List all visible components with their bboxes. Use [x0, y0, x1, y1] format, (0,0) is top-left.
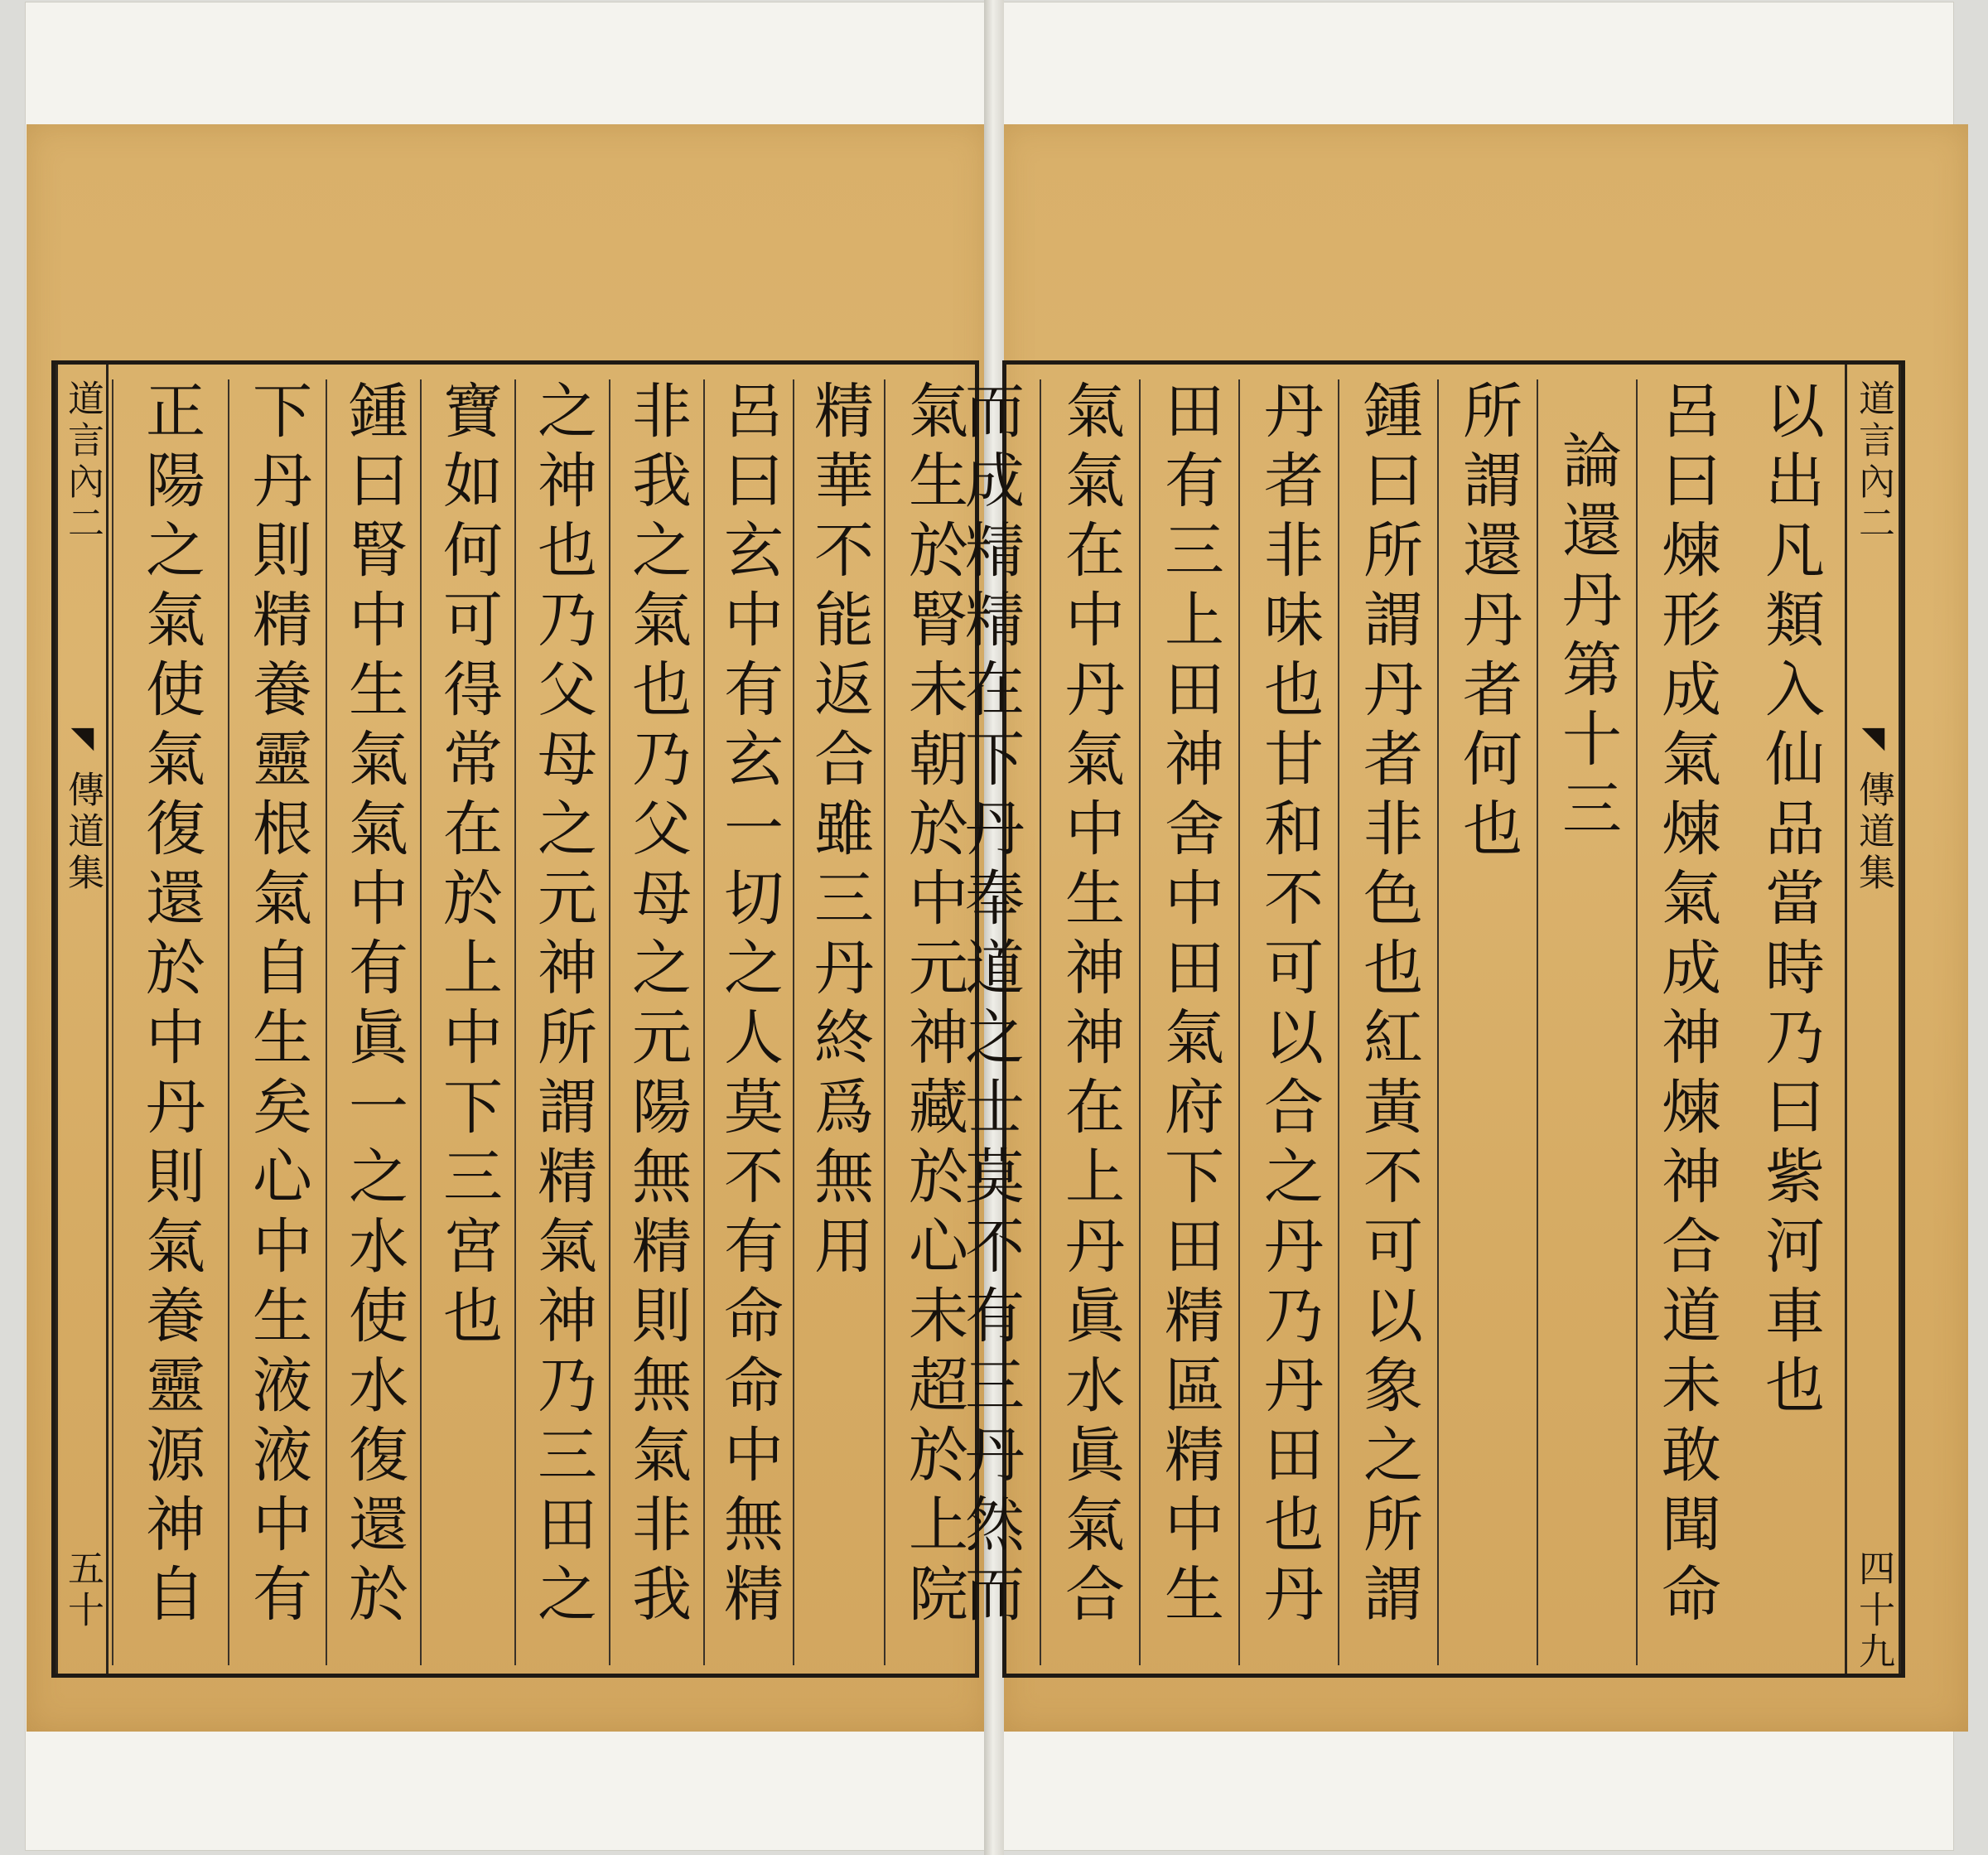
- text-column: 鍾曰腎中生氣氣中有眞一之水使水復還於: [339, 379, 408, 1632]
- text-column: 下丹則精養靈根氣自生矣心中生液液中有: [243, 379, 312, 1632]
- right-center-column: [1845, 365, 1901, 1674]
- text-column: 論還丹第十三: [1552, 429, 1622, 847]
- text-column: 以出凡類入仙品當時乃曰紫河車也: [1755, 379, 1825, 1423]
- text-column: 非我之氣也乃父母之元陽無精則無氣非我: [622, 379, 692, 1632]
- right-column-2: [1636, 379, 1735, 1665]
- right-column-6: [1238, 379, 1338, 1665]
- left-column-8: [228, 379, 326, 1665]
- text-column: 丹者非味也甘和不可以合之丹乃丹田也丹: [1254, 379, 1324, 1632]
- left-column-3: [703, 379, 793, 1665]
- left-page-frame: [51, 360, 979, 1678]
- right-column-1: [1735, 379, 1845, 1665]
- text-column: 正陽之氣使氣復還於中丹則氣養靈源神自: [136, 379, 205, 1632]
- right-column-9: [940, 379, 1040, 1665]
- text-column: 氣氣在中丹氣中生神神在上丹眞水眞氣合: [1055, 379, 1125, 1632]
- right-column-5: [1338, 379, 1437, 1665]
- right-column-7: [1139, 379, 1238, 1665]
- fish-tail-mark: ◥: [1856, 721, 1890, 760]
- text-column: 而成精精在下丹奉道之士莫不有三丹然而: [955, 379, 1025, 1632]
- fish-tail-mark: ◥: [65, 721, 99, 760]
- folio-number: 四十九: [1852, 1549, 1894, 1674]
- text-column: 田有三上田神舍中田氣府下田精區精中生: [1155, 379, 1224, 1632]
- left-column-2: [793, 379, 884, 1665]
- text-column: 氣生於腎未朝於中元神藏於心未超於上院: [899, 379, 968, 1632]
- text-column: 所謂還丹者何也: [1453, 379, 1522, 867]
- center-section: 傳道集: [61, 771, 104, 895]
- right-column-4: [1437, 379, 1537, 1665]
- text-column: 寶如何可得常在於上中下三宮也: [433, 379, 503, 1354]
- text-column: 呂曰玄中有玄一切之人莫不有命命中無精: [714, 379, 784, 1632]
- folio-number: 五十: [61, 1549, 104, 1632]
- left-center-column: [55, 365, 109, 1674]
- left-column-6: [420, 379, 514, 1665]
- left-column-4: [609, 379, 703, 1665]
- left-column-7: [326, 379, 420, 1665]
- left-column-5: [514, 379, 609, 1665]
- center-title: 道言內二: [61, 379, 104, 545]
- center-title: 道言內二: [1852, 379, 1894, 545]
- text-column: 鍾曰所謂丹者非色也紅黃不可以象之所謂: [1353, 379, 1423, 1632]
- text-column: 之神也乃父母之元神所謂精氣神乃三田之: [528, 379, 597, 1632]
- right-page-frame: [955, 360, 1905, 1678]
- right-column-3: [1537, 379, 1636, 1665]
- text-column: 呂曰煉形成氣煉氣成神煉神合道未敢聞命: [1652, 379, 1721, 1632]
- center-section: 傳道集: [1852, 771, 1894, 895]
- right-column-8: [1040, 379, 1139, 1665]
- text-column: 精華不能返合雖三丹終爲無用: [804, 379, 874, 1284]
- left-column-9: [112, 379, 228, 1665]
